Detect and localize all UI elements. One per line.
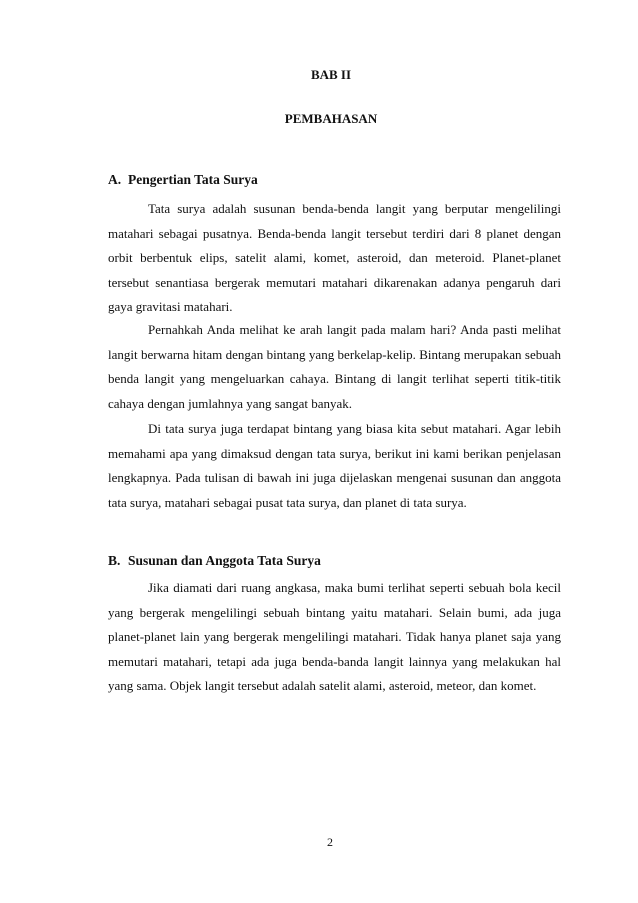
section-letter: B. — [108, 553, 121, 568]
paragraph: Tata surya adalah susunan benda-benda langit yang berputar mengelilingi matahari sebagai pusatnya. Benda-benda langit tersebut terdiri dari 8 planet dengan orbit berbentuk elips, satelit alami, komet, asteroid, dan meteroid. Planet-planet tersebut senantiasa bergerak memutari matahari dikarenakan adanya pengaruh dari gaya gravitasi matahari. — [108, 201, 561, 314]
paragraph: Di tata surya juga terdapat bintang yang biasa kita sebut matahari. Agar lebih memahami apa yang dimaksud dengan tata surya, berikut ini kami berikan penjelasan lengkapnya. Pada tulisan di bawah ini juga dijelaskan mengenai susunan dan anggota tata surya, matahari sebagai pusat tata surya, dan planet di tata surya. — [108, 421, 561, 510]
section-letter: A. — [108, 172, 122, 187]
paragraph: Jika diamati dari ruang angkasa, maka bumi terlihat seperti sebuah bola kecil yang bergerak mengelilingi sebuah bintang yaitu matahari. Selain bumi, ada juga planet-planet lain yang bergerak mengelilingi matahari. Tidak hanya planet saja yang memutari matahari, tetapi ada juga benda-banda langit lainnya yang melakukan hal yang sama. Objek langit tersebut adalah satelit alami, asteroid, meteor, dan komet. — [108, 580, 561, 693]
section-heading-b — [108, 553, 321, 569]
section-title: Susunan dan Anggota Tata Surya — [128, 553, 321, 568]
chapter-number: BAB II — [310, 67, 352, 82]
section-title: Pengertian Tata Surya — [128, 172, 258, 187]
paragraph: Pernahkah Anda melihat ke arah langit pada malam hari? Anda pasti melihat langit berwarna hitam dengan bintang yang berkelap-kelip. Bintang merupakan sebuah benda langit yang mengeluarkan cahaya. Bintang di langit terlihat seperti titik-titik cahaya dengan jumlahnya yang sangat banyak. — [108, 322, 561, 411]
page-number: 2 — [327, 835, 333, 849]
chapter-title: PEMBAHASAN — [284, 111, 378, 126]
section-heading-a — [108, 172, 258, 188]
